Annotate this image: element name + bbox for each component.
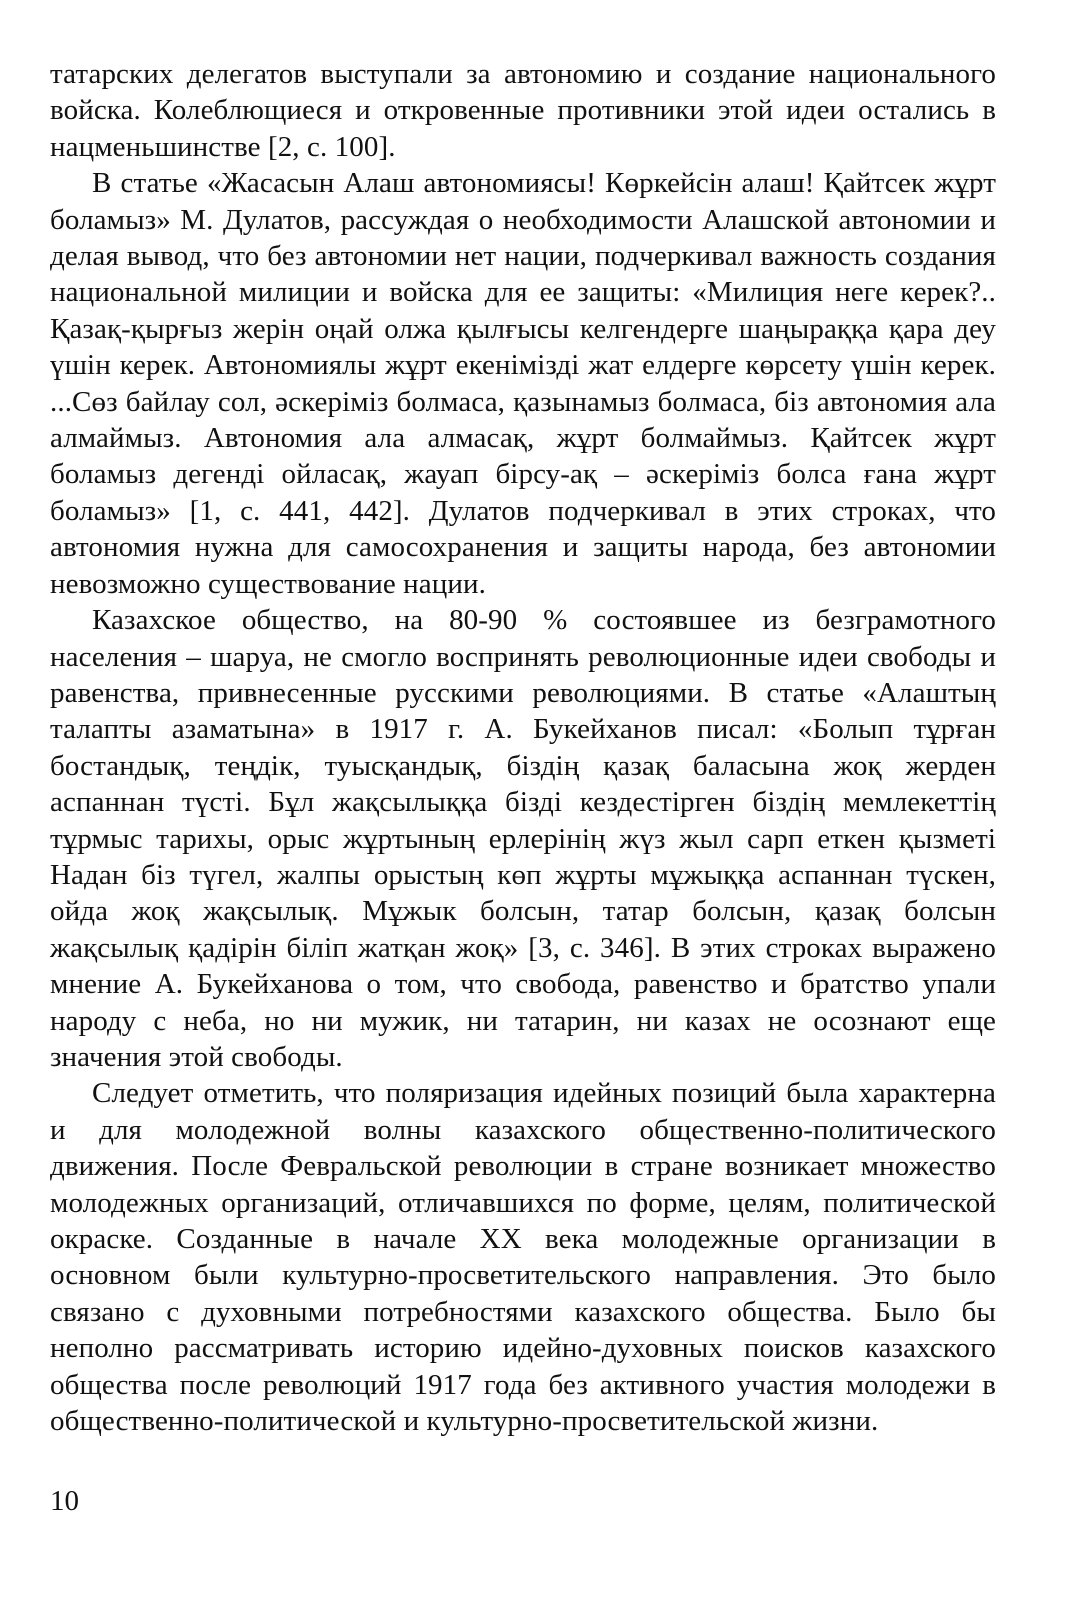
paragraph-bukeikhanov: Казахское общество, на 80-90 % состоявшее из безграмотного населения – шаруа, не смогло воспринять революционные идеи свободы и равенства, привнесенные русскими революциями. В статье «Алаштың талапты азаматына» в 1917 г. А. Букейханов писал: «Болып тұрған бостандық, теңдік, туысқандық, біздің қазақ баласына жоқ жерден аспаннан түсті. Бұл жақсылыққа бізді кездестірген біздің мемлекеттің тұрмыс тарихы, орыс жұртының ерлерінің жүз жыл сарп еткен қызметі Надан біз түгел, жалпы орыстың көп жұрты мұжыққа аспаннан түскен, ойда жоқ жақсылық. Мұжык болсын, татар болсын, қазақ болсын жақсылық қадірін біліп жатқан жоқ» [3, с. 346]. В этих строках выражено мнение А. Букейханова о том, что свобода, равенство и братство упали народу с неба, но ни мужик, ни татарин, ни казах не осознают еще значения этой свободы. [50,604,996,1073]
paragraph-dulatov: В статье «Жасасын Алаш автономиясы! Көркейсін алаш! Қайтсек жұрт боламыз» М. Дулатов, рассуждая о необходимости Алашской автономии и делая вывод, что без автономии нет нации, подчеркивал важность создания национальной милиции и войска для ее защиты: «Милиция неге керек?.. Қазақ-қырғыз жерін оңай олжа қылғысы келгендерге шаңыраққа қара деу үшін керек. Автономиялы жұрт екенімізді жат елдерге көрсету үшін керек. ...Сөз байлау сол, әскеріміз болмаса, қазынамыз болмаса, біз автономия ала алмаймыз. Автономия ала алмасақ, жұрт болмаймыз. Қайтсек жұрт боламыз дегенді ойласақ, жауап бірсу-ақ – әскеріміз болса ғана жұрт боламыз» [1, с. 441, 442]. Дулатов подчеркивал в этих строках, что автономия нужна для самосохранения и защиты народа, без автономии невозможно существование нации. [50,167,996,600]
paragraph-youth-movement: Следует отметить, что поляризация идейных позиций была характерна и для молодежной волны казахского общественно-политического движения. После Февральской революции в стране возникает множество молодежных организаций, отличавшихся по форме, целям, политической окраске. Созданные в начале XX века молодежные организации в основном были культурно-просветительского направления. Это было связано с духовными потребностями казахского общества. Было бы неполно рассматривать историю идейно-духовных поисков казахского общества после революций 1917 года без активного участия молодежи в общественно-политической и культурно-просветительской жизни. [50,1077,996,1438]
body-text [50,56,996,1439]
paragraph-continued: татарских делегатов выступали за автономию и создание национального войска. Колеблющиеся и откровенные противники этой идеи остались в нацменьшинстве [2, с. 100]. [50,58,996,163]
page-number: 10 [50,1485,79,1517]
